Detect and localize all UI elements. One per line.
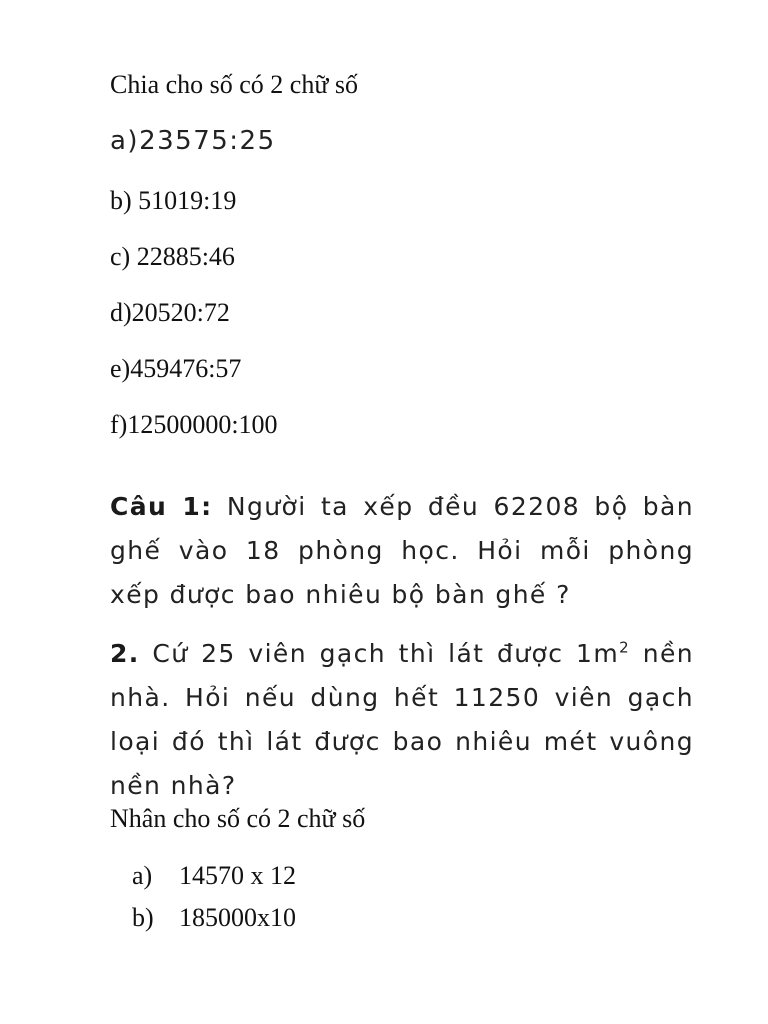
division-exercise-a: a)23575:25 [110, 126, 276, 156]
division-exercise-d: d)20520:72 [110, 298, 230, 327]
square-superscript: 2 [619, 638, 631, 657]
word-problem-1 [110, 485, 694, 617]
division-exercise-f: f)12500000:100 [110, 410, 278, 439]
list-marker: a) [132, 861, 153, 890]
multiplication-expression: 185000x10 [179, 903, 296, 932]
problem-2-label: 2. [110, 639, 140, 668]
problem-2-text-before: Cứ 25 viên gạch thì lát được 1m [139, 639, 620, 668]
problem-2-text-after: nền nhà. Hỏi nếu dùng hết 11250 viên gạch loại đó thì lát được bao nhiêu mét vuông nền nhà? [110, 639, 694, 800]
multiplication-list [132, 858, 296, 942]
division-exercise-b: b) 51019:19 [110, 186, 237, 215]
problem-1-text: Người ta xếp đều 62208 bộ bàn ghế vào 18 phòng học. Hỏi mỗi phòng xếp được bao nhiêu bộ bàn ghế ? [110, 492, 694, 609]
list-item [132, 858, 296, 900]
division-exercise-e: e)459476:57 [110, 354, 242, 383]
multiplication-heading: Nhân cho số có 2 chữ số [110, 804, 366, 833]
division-heading: Chia cho số có 2 chữ số [110, 70, 359, 99]
list-marker: b) [132, 903, 154, 932]
multiplication-expression: 14570 x 12 [179, 861, 296, 890]
list-item [132, 900, 296, 942]
division-exercise-c: c) 22885:46 [110, 242, 235, 271]
word-problem-2 [110, 632, 694, 808]
problem-1-label: Câu 1: [110, 492, 213, 521]
